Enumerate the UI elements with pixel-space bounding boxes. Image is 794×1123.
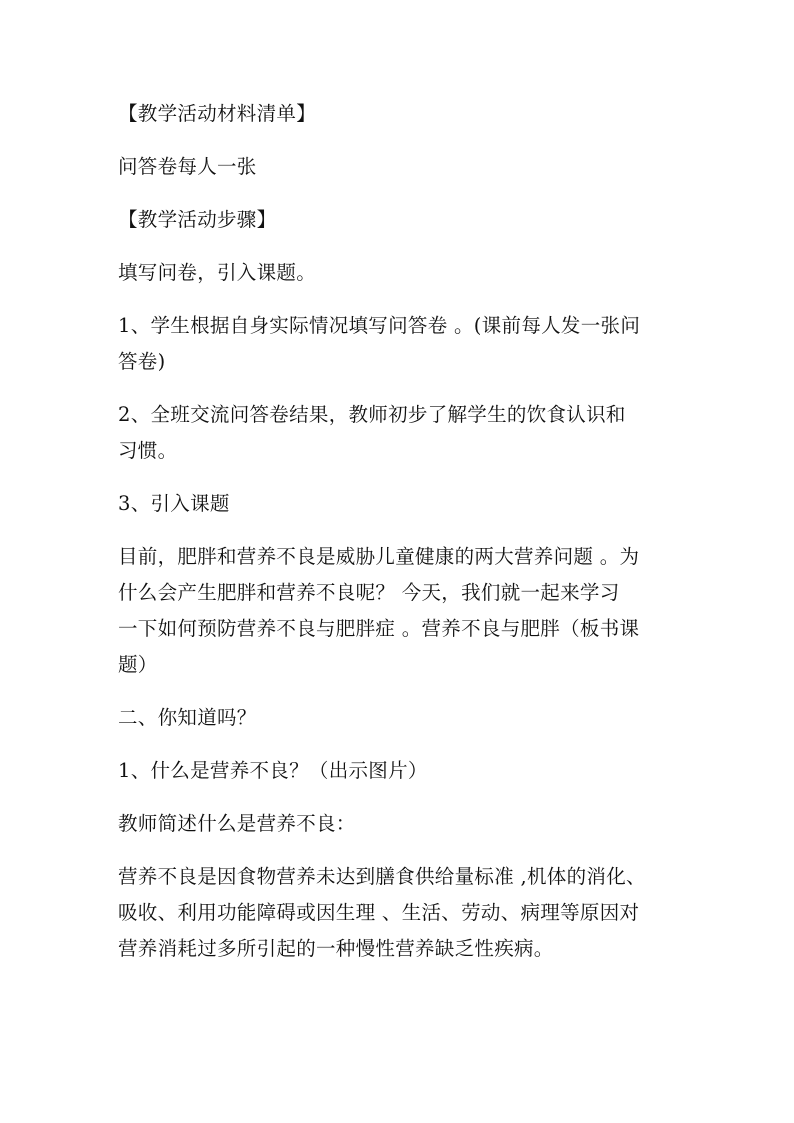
- materials-heading: 【教学活动材料清单】: [118, 102, 317, 125]
- definition-paragraph: [118, 859, 678, 967]
- step-2: [118, 397, 678, 469]
- definition-line-1: 营养不良是因食物营养未达到膳食供给量标准 ,机体的消化、: [118, 865, 646, 888]
- step-1-line-2: 答卷): [118, 350, 166, 373]
- intro-paragraph-line-3: 一下如何预防营养不良与肥胖症 。营养不良与肥胖（板书课: [118, 617, 640, 640]
- step-1: [118, 308, 678, 380]
- intro-paragraph-line-1: 目前，肥胖和营养不良是威胁儿童健康的两大营养问题 。为: [118, 545, 640, 568]
- document-page: [118, 96, 678, 967]
- intro-paragraph-line-2: 什么会产生肥胖和营养不良呢？ 今天，我们就一起来学习: [118, 581, 620, 604]
- intro-paragraph-line-4: 题）: [118, 653, 158, 676]
- definition-line-2: 吸收、利用功能障碍或因生理 、生活、劳动、病理等原因对: [118, 901, 640, 924]
- teacher-intro: 教师简述什么是营养不良：: [118, 812, 356, 835]
- steps-heading: 【教学活动步骤】: [118, 208, 277, 231]
- question-1: 1、什么是营养不良？（出示图片）: [118, 759, 428, 782]
- intro-line: 填写问卷，引入课题。: [118, 261, 317, 284]
- materials-item: 问答卷每人一张: [118, 155, 257, 178]
- intro-paragraph: [118, 539, 678, 683]
- section-2-heading: 二、你知道吗？: [118, 706, 257, 729]
- step-3: 3、引入课题: [118, 492, 230, 515]
- step-2-line-1: 2、全班交流问答卷结果，教师初步了解学生的饮食认识和: [118, 403, 626, 426]
- step-1-line-1: 1、学生根据自身实际情况填写问答卷 。(课前每人发一张问: [118, 314, 641, 337]
- step-2-line-2: 习惯。: [118, 439, 178, 462]
- definition-line-3: 营养消耗过多所引起的一种慢性营养缺乏性疾病。: [118, 937, 554, 960]
